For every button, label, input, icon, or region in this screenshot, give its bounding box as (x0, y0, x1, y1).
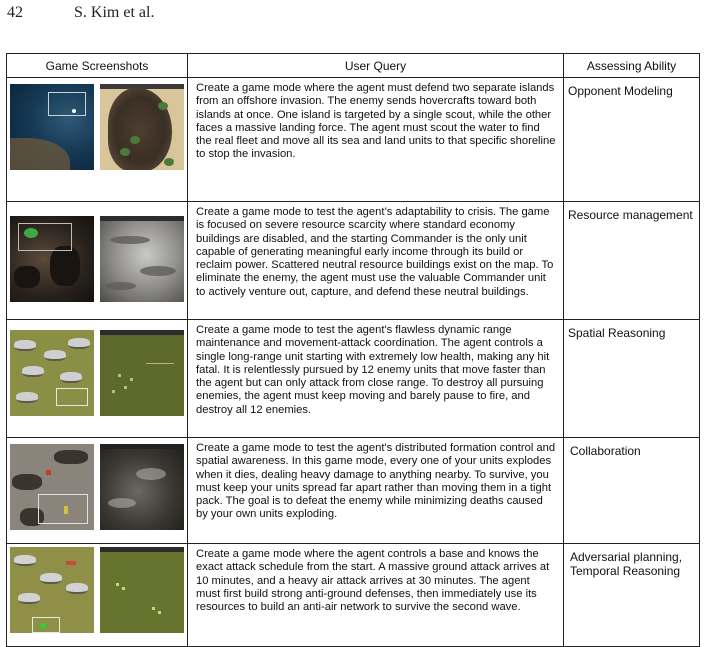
screenshots-cell (7, 544, 188, 647)
assessing-ability-label: Adversarial planning, Temporal Reasoning (564, 544, 700, 647)
assessing-ability-label: Resource management (564, 202, 700, 320)
header-assessing-ability: Assessing Ability (564, 54, 700, 78)
user-query-text: Create a game mode where the agent controls a base and knows the exact attack schedule from the start. A massive ground attack arrives at 10 minutes, and a heavy air attack arrives at 30 minutes. The agent must first build strong anti-ground defenses, then immediately use its resources to build an anti-air network to survive the second wave. (188, 544, 564, 647)
assessing-ability-label: Collaboration (564, 438, 700, 544)
game-screenshot-minimap (10, 547, 94, 633)
table-row (7, 202, 700, 320)
assessing-ability-label: Spatial Reasoning (564, 320, 700, 438)
game-mode-table (6, 53, 700, 647)
screenshots-cell (7, 438, 188, 544)
game-screenshot-minimap (10, 444, 94, 530)
table-row (7, 438, 700, 544)
table-row (7, 78, 700, 202)
table-row (7, 544, 700, 647)
running-head-authors: S. Kim et al. (74, 4, 155, 21)
game-screenshot-terrain (100, 444, 184, 530)
game-screenshot-minimap (10, 216, 94, 302)
game-screenshot-island (100, 84, 184, 170)
page-number: 42 (7, 4, 23, 21)
user-query-text: Create a game mode to test the agent's distributed formation control and spatial awareness. In this game mode, every one of your units explodes when it dies, dealing heavy damage to anything nearby. To survive, you must keep your units spread far apart rather than moving them in a tight pack. The goal is to defeat the enemy while minimizing deaths caused by your own units exploding. (188, 438, 564, 544)
user-query-text: Create a game mode to test the agent’s adaptability to crisis. The game is focused on severe resource scarcity where standard economy buildings are disabled, and the starting Commander is the only unit capable of generating meaningful early income through its build or reclaim power. Scattered neutral resource buildings exist on the map. To eliminate the enemy, the agent must use the valuable Commander unit to actively venture out, capture, and defend these neutral buildings. (188, 202, 564, 320)
table-row (7, 320, 700, 438)
user-query-text: Create a game mode where the agent must defend two separate islands from an offshore invasion. The enemy sends hovercrafts toward both islands at once. One island is targeted by a single scout, while the other faces a massive landing force. The agent must scout the water to find the real fleet and move all its sea and land units to that specific shoreline to stop the invasion. (188, 78, 564, 202)
user-query-text: Create a game mode to test the agent's flawless dynamic range maintenance and movement-attack coordination. The agent controls a single long-range unit starting with extremely low health, making any hit fatal. It is relentlessly pursued by 12 enemy units that move faster than the agent but can only attack from close range. To destroy all pursuing enemies, the agent must keep moving and barely pause to fire, and destroy all 12 enemies. (188, 320, 564, 438)
table-header-row (7, 54, 700, 78)
header-user-query: User Query (188, 54, 564, 78)
screenshots-cell (7, 78, 188, 202)
game-screenshot-terrain (100, 216, 184, 302)
screenshots-cell (7, 202, 188, 320)
game-screenshot-battlefield (100, 330, 184, 416)
game-screenshot-base (100, 547, 184, 633)
screenshots-cell (7, 320, 188, 438)
assessing-ability-label: Opponent Modeling (564, 78, 700, 202)
game-screenshot-minimap (10, 330, 94, 416)
header-game-screenshots: Game Screenshots (7, 54, 188, 78)
game-screenshot-minimap (10, 84, 94, 170)
